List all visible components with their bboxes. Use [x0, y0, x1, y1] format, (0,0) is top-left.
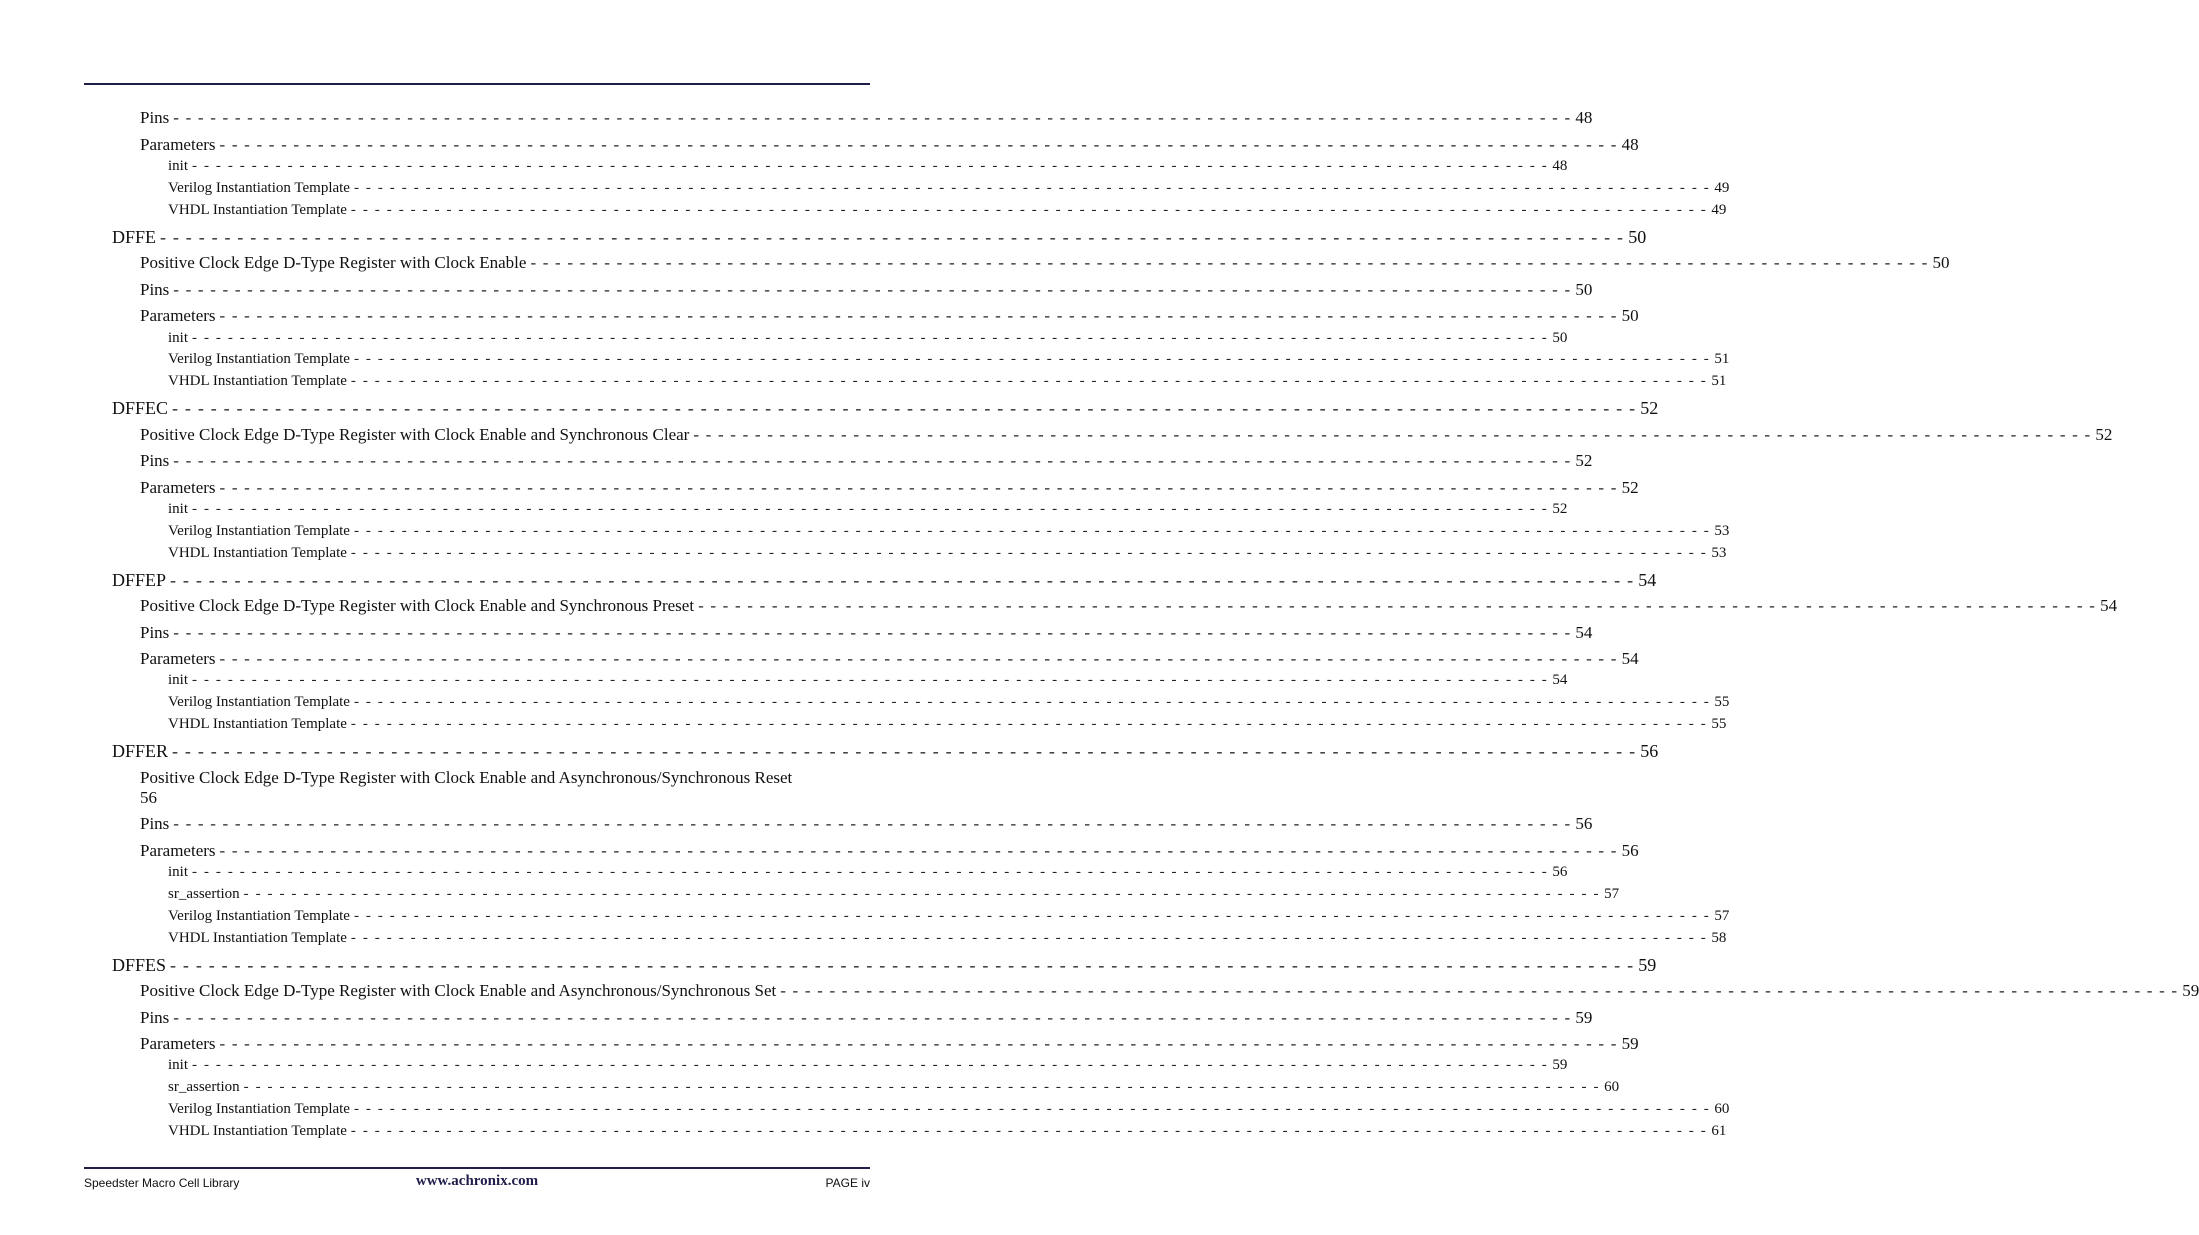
dot-leader: - - - - - - - - - - - - - - - - - - - - - - - - - - - - - - - - - - - - - - - - - - - - - - - - - - - - - - - - - - - - - - - - - - - - - - - - - - - - - - - - - - - - - - - - - - - - - - - - - - - - - - - - - - - - - - - - - - [350, 1123, 1708, 1139]
toc-entry[interactable] [0, 253, 1950, 273]
toc-entry[interactable] [0, 1101, 1730, 1121]
toc-entry-page: 55 [1711, 716, 1727, 732]
toc-entry-title: init [168, 864, 189, 880]
toc-entry[interactable] [0, 202, 1727, 222]
dot-leader: - - - - - - - - - - - - - - - - - - - - - - - - - - - - - - - - - - - - - - - - - - - - - - - - - - - - - - - - - - - - - - - - - - - - - - - - - - - - - - - - - - - - - - - - - - - - - - - - - - - - - - - - - - - - - - - - - - [173, 623, 1572, 642]
dot-leader: - - - - - - - - - - - - - - - - - - - - - - - - - - - - - - - - - - - - - - - - - - - - - - - - - - - - - - - - - - - - - - - - - - - - - - - - - - - - - - - - - - - - - - - - - - - - - - - - - - - - - - - - - - - - - - - - - - [350, 202, 1708, 218]
toc-entry[interactable] [0, 864, 1568, 884]
toc-entry[interactable] [0, 451, 1593, 471]
toc-entry-title: Parameters [140, 841, 216, 860]
toc-entry[interactable] [0, 908, 1730, 928]
toc-entry[interactable] [0, 351, 1730, 371]
toc-entry-title: Positive Clock Edge D-Type Register with Clock Enable and Asynchronous/Synchronous Set [140, 981, 777, 1000]
dot-leader: - - - - - - - - - - - - - - - - - - - - - - - - - - - - - - - - - - - - - - - - - - - - - - - - - - - - - - - - - - - - - - - - - - - - - - - - - - - - - - - - - - - - - - - - - - - - - - - - - - - - - - - - - - - - - - - - - - [350, 716, 1708, 732]
dot-leader: - - - - - - - - - - - - - - - - - - - - - - - - - - - - - - - - - - - - - - - - - - - - - - - - - - - - - - - - - - - - - - - - - - - - - - - - - - - - - - - - - - - - - - - - - - - - - - - - - - - - - - - - - - - - - - - - - - [350, 545, 1708, 561]
toc-entry-title: init [168, 158, 189, 174]
toc-entry-page: 51 [1714, 351, 1730, 367]
toc-entry[interactable] [0, 280, 1593, 300]
header-rule [84, 83, 870, 85]
toc-entry-title: Verilog Instantiation Template [168, 1101, 350, 1117]
toc-entry-page: 52 [1640, 398, 1659, 418]
toc-entry-title: sr_assertion [168, 1079, 240, 1095]
dot-leader: - - - - - - - - - - - - - - - - - - - - - - - - - - - - - - - - - - - - - - - - - - - - - - - - - - - - - - - - - - - - - - - - - - - - - - - - - - - - - - - - - - - - - - - - - - - - - - - - - - - - - - - - - - - - - - - - - - [530, 253, 1929, 272]
toc-entry-title: VHDL Instantiation Template [168, 202, 347, 218]
dot-leader: - - - - - - - - - - - - - - - - - - - - - - - - - - - - - - - - - - - - - - - - - - - - - - - - - - - - - - - - - - - - - - - - - - - - - - - - - - - - - - - - - - - - - - - - - - - - - - - - - - - - - - - - - - - - - - - - - - [170, 955, 1635, 975]
toc-entry-title: Parameters [140, 1034, 216, 1053]
dot-leader: - - - - - - - - - - - - - - - - - - - - - - - - - - - - - - - - - - - - - - - - - - - - - - - - - - - - - - - - - - - - - - - - - - - - - - - - - - - - - - - - - - - - - - - - - - - - - - - - - - - - - - - - - - - - - - - - - - [219, 841, 1618, 860]
toc-entry-page: 56 [1621, 841, 1639, 860]
toc-entry-page: 60 [1714, 1101, 1730, 1117]
toc-entry[interactable] [0, 398, 1659, 418]
toc-entry[interactable] [0, 373, 1727, 393]
toc-entry[interactable] [0, 478, 1639, 498]
toc-entry-title: Verilog Instantiation Template [168, 694, 350, 710]
dot-leader: - - - - - - - - - - - - - - - - - - - - - - - - - - - - - - - - - - - - - - - - - - - - - - - - - - - - - - - - - - - - - - - - - - - - - - - - - - - - - - - - - - - - - - - - - - - - - - - - - - - - - - - - - - - - - - - - - - [219, 1034, 1618, 1053]
toc-entry-title: Positive Clock Edge D-Type Register with Clock Enable [140, 253, 527, 272]
dot-leader: - - - - - - - - - - - - - - - - - - - - - - - - - - - - - - - - - - - - - - - - - - - - - - - - - - - - - - - - - - - - - - - - - - - - - - - - - - - - - - - - - - - - - - - - - - - - - - - - - - - - - - - - - - - - - - - - - - [173, 451, 1572, 470]
toc-entry-title: VHDL Instantiation Template [168, 545, 347, 561]
toc-entry-page: 59 [1575, 1008, 1593, 1027]
toc-entry[interactable] [0, 672, 1568, 692]
toc-entry-page: 53 [1711, 545, 1727, 561]
toc-entry-title: VHDL Instantiation Template [168, 716, 347, 732]
toc-entry[interactable] [0, 623, 1593, 643]
toc-entry[interactable] [0, 981, 2199, 1001]
toc-entry-page: 48 [1621, 135, 1639, 154]
toc-entry-title: init [168, 330, 189, 346]
toc-entry-page: 56 [1575, 814, 1593, 833]
toc-entry[interactable] [0, 814, 1593, 834]
dot-leader: - - - - - - - - - - - - - - - - - - - - - - - - - - - - - - - - - - - - - - - - - - - - - - - - - - - - - - - - - - - - - - - - - - - - - - - - - - - - - - - - - - - - - - - - - - - - - - - - - - - - - - - - - - - - - - - - - - [172, 741, 1637, 761]
dot-leader: - - - - - - - - - - - - - - - - - - - - - - - - - - - - - - - - - - - - - - - - - - - - - - - - - - - - - - - - - - - - - - - - - - - - - - - - - - - - - - - - - - - - - - - - - - - - - - - - - - - - - - - - - - - - - - - - - - [353, 180, 1711, 196]
toc-entry[interactable] [0, 180, 1730, 200]
toc-entry-page: 59 [1552, 1057, 1568, 1073]
toc-entry-title: Positive Clock Edge D-Type Register with Clock Enable and Synchronous Clear [140, 425, 690, 444]
toc-entry[interactable] [0, 227, 1647, 247]
toc-entry-title: Pins [140, 1008, 170, 1027]
toc-entry-page: 50 [1552, 330, 1568, 346]
toc-entry-title: VHDL Instantiation Template [168, 373, 347, 389]
dot-leader: - - - - - - - - - - - - - - - - - - - - - - - - - - - - - - - - - - - - - - - - - - - - - - - - - - - - - - - - - - - - - - - - - - - - - - - - - - - - - - - - - - - - - - - - - - - - - - - - - - - - - - - - - - - - - - - - - - [192, 864, 1549, 880]
dot-leader: - - - - - - - - - - - - - - - - - - - - - - - - - - - - - - - - - - - - - - - - - - - - - - - - - - - - - - - - - - - - - - - - - - - - - - - - - - - - - - - - - - - - - - - - - - - - - - - - - - - - - - - - - - - - - - - - - - [353, 694, 1711, 710]
toc-entry-title: Verilog Instantiation Template [168, 180, 350, 196]
toc-entry-page: 56 [140, 788, 157, 807]
dot-leader: - - - - - - - - - - - - - - - - - - - - - - - - - - - - - - - - - - - - - - - - - - - - - - - - - - - - - - - - - - - - - - - - - - - - - - - - - - - - - - - - - - - - - - - - - - - - - - - - - - - - - - - - - - - - - - - - - - [192, 672, 1549, 688]
toc-entry-title: init [168, 672, 189, 688]
toc-entry-title: Verilog Instantiation Template [168, 523, 350, 539]
footer-website-link[interactable]: www.achronix.com [415, 1173, 539, 1189]
toc-entry[interactable] [0, 768, 954, 812]
toc-entry-title: Parameters [140, 649, 216, 668]
dot-leader: - - - - - - - - - - - - - - - - - - - - - - - - - - - - - - - - - - - - - - - - - - - - - - - - - - - - - - - - - - - - - - - - - - - - - - - - - - - - - - - - - - - - - - - - - - - - - - - - - - - - - - - - - - - - - - - - - - [219, 135, 1618, 154]
toc-entry[interactable] [0, 1057, 1568, 1077]
toc-entry-page: 49 [1711, 202, 1727, 218]
toc-entry-page: 50 [1628, 227, 1647, 247]
dot-leader: - - - - - - - - - - - - - - - - - - - - - - - - - - - - - - - - - - - - - - - - - - - - - - - - - - - - - - - - - - - - - - - - - - - - - - - - - - - - - - - - - - - - - - - - - - - - - - - - - - - - - - - - - - - - - - - - - - [192, 158, 1549, 174]
toc-entry-page: 52 [1552, 501, 1568, 517]
toc-entry-page: 52 [1575, 451, 1593, 470]
toc-entry[interactable] [0, 596, 2118, 616]
toc-entry-title: init [168, 1057, 189, 1073]
footer-document-title: Speedster Macro Cell Library [84, 1176, 240, 1190]
toc-entry[interactable] [0, 886, 1620, 906]
footer-rule [84, 1167, 870, 1169]
toc-entry-page: 61 [1711, 1123, 1727, 1139]
toc-entry[interactable] [0, 545, 1727, 565]
toc-entry-title: VHDL Instantiation Template [168, 930, 347, 946]
toc-entry-title: Positive Clock Edge D-Type Register with Clock Enable and Asynchronous/Synchronous Reset [140, 768, 793, 787]
toc-entry-title: Parameters [140, 135, 216, 154]
toc-entry-page: 55 [1714, 694, 1730, 710]
dot-leader: - - - - - - - - - - - - - - - - - - - - - - - - - - - - - - - - - - - - - - - - - - - - - - - - - - - - - - - - - - - - - - - - - - - - - - - - - - - - - - - - - - - - - - - - - - - - - - - - - - - - - - - - - - - - - - - - - - [173, 814, 1572, 833]
toc-entry-page: 50 [1575, 280, 1593, 299]
toc-entry-title: Positive Clock Edge D-Type Register with Clock Enable and Synchronous Preset [140, 596, 695, 615]
toc-entry-page: 56 [1640, 741, 1659, 761]
toc-entry-page: 56 [1552, 864, 1568, 880]
dot-leader: - - - - - - - - - - - - - - - - - - - - - - - - - - - - - - - - - - - - - - - - - - - - - - - - - - - - - - - - - - - - - - - - - - - - - - - - - - - - - - - - - - - - - - - - - - - - - - - - - - - - - - - - - - - - - - - - - - [350, 373, 1708, 389]
dot-leader: - - - - - - - - - - - - - - - - - - - - - - - - - - - - - - - - - - - - - - - - - - - - - - - - - - - - - - - - - - - - - - - - - - - - - - - - - - - - - - - - - - - - - - - - - - - - - - - - - - - - - - - - - - - - - - - - - - [350, 930, 1708, 946]
dot-leader: - - - - - - - - - - - - - - - - - - - - - - - - - - - - - - - - - - - - - - - - - - - - - - - - - - - - - - - - - - - - - - - - - - - - - - - - - - - - - - - - - - - - - - - - - - - - - - - - - - - - - - - - - - - - - - - - - - [192, 501, 1549, 517]
toc-entry-page: 53 [1714, 523, 1730, 539]
footer-page-number: PAGE iv [825, 1176, 870, 1190]
dot-leader: - - - - - - - - - - - - - - - - - - - - - - - - - - - - - - - - - - - - - - - - - - - - - - - - - - - - - - - - - - - - - - - - - - - - - - - - - - - - - - - - - - - - - - - - - - - - - - - - - - - - - - - - - - - - - - - - - - [353, 351, 1711, 367]
toc-entry-page: 54 [1621, 649, 1639, 668]
toc-entry-title: Pins [140, 451, 170, 470]
dot-leader: - - - - - - - - - - - - - - - - - - - - - - - - - - - - - - - - - - - - - - - - - - - - - - - - - - - - - - - - - - - - - - - - - - - - - - - - - - - - - - - - - - - - - - - - - - - - - - - - - - - - - - - - - - - - - - - - - - [353, 1101, 1711, 1117]
dot-leader: - - - - - - - - - - - - - - - - - - - - - - - - - - - - - - - - - - - - - - - - - - - - - - - - - - - - - - - - - - - - - - - - - - - - - - - - - - - - - - - - - - - - - - - - - - - - - - - - - - - - - - - - - - - - - - - - - - [172, 398, 1637, 418]
toc-entry[interactable] [0, 135, 1639, 155]
toc-entry-page: 48 [1552, 158, 1568, 174]
dot-leader: - - - - - - - - - - - - - - - - - - - - - - - - - - - - - - - - - - - - - - - - - - - - - - - - - - - - - - - - - - - - - - - - - - - - - - - - - - - - - - - - - - - - - - - - - - - - - - - - - - - - - - - - - - - - - - - - - - [219, 306, 1618, 325]
dot-leader: - - - - - - - - - - - - - - - - - - - - - - - - - - - - - - - - - - - - - - - - - - - - - - - - - - - - - - - - - - - - - - - - - - - - - - - - - - - - - - - - - - - - - - - - - - - - - - - - - - - - - - - - - - - - - - - - - - [173, 108, 1572, 127]
toc-entry[interactable] [0, 501, 1568, 521]
toc-entry-title: VHDL Instantiation Template [168, 1123, 347, 1139]
toc-entry[interactable] [0, 523, 1730, 543]
dot-leader: - - - - - - - - - - - - - - - - - - - - - - - - - - - - - - - - - - - - - - - - - - - - - - - - - - - - - - - - - - - - - - - - - - - - - - - - - - - - - - - - - - - - - - - - - - - - - - - - - - - - - - - - - - - - - - - - - - [192, 1057, 1549, 1073]
toc-entry-title: DFFE [112, 227, 157, 247]
toc-entry-page: 54 [1552, 672, 1568, 688]
toc-entry-title: Pins [140, 108, 170, 127]
toc-entry-page: 50 [1932, 253, 1950, 272]
dot-leader: - - - - - - - - - - - - - - - - - - - - - - - - - - - - - - - - - - - - - - - - - - - - - - - - - - - - - - - - - - - - - - - - - - - - - - - - - - - - - - - - - - - - - - - - - - - - - - - - - - - - - - - - - - - - - - - - - - [170, 570, 1635, 590]
toc-entry-title: DFFEP [112, 570, 167, 590]
toc-entry-title: Parameters [140, 478, 216, 497]
toc-entry-title: Parameters [140, 306, 216, 325]
toc-entry-page: 54 [2100, 596, 2118, 615]
toc-entry[interactable] [0, 306, 1639, 326]
toc-entry-title: Verilog Instantiation Template [168, 351, 350, 367]
toc-entry-page: 51 [1711, 373, 1727, 389]
toc-entry-page: 52 [1621, 478, 1639, 497]
toc-entry[interactable] [0, 1034, 1639, 1054]
toc-entry-title: DFFES [112, 955, 167, 975]
dot-leader: - - - - - - - - - - - - - - - - - - - - - - - - - - - - - - - - - - - - - - - - - - - - - - - - - - - - - - - - - - - - - - - - - - - - - - - - - - - - - - - - - - - - - - - - - - - - - - - - - - - - - - - - - - - - - - - - - - [780, 981, 2179, 1000]
dot-leader: - - - - - - - - - - - - - - - - - - - - - - - - - - - - - - - - - - - - - - - - - - - - - - - - - - - - - - - - - - - - - - - - - - - - - - - - - - - - - - - - - - - - - - - - - - - - - - - - - - - - - - - - - - - - - - - - - - [192, 330, 1549, 346]
toc-entry[interactable] [0, 741, 1659, 761]
toc-entry-page: 59 [1621, 1034, 1639, 1053]
toc-entry[interactable] [0, 694, 1730, 714]
toc-entry[interactable] [0, 1123, 1727, 1143]
toc-entry-page: 60 [1604, 1079, 1620, 1095]
toc-entry-title: Pins [140, 280, 170, 299]
dot-leader: - - - - - - - - - - - - - - - - - - - - - - - - - - - - - - - - - - - - - - - - - - - - - - - - - - - - - - - - - - - - - - - - - - - - - - - - - - - - - - - - - - - - - - - - - - - - - - - - - - - - - - - - - - - - - - - - - - [693, 425, 2092, 444]
toc-entry-title: sr_assertion [168, 886, 240, 902]
toc-entry[interactable] [0, 955, 1657, 975]
dot-leader: - - - - - - - - - - - - - - - - - - - - - - - - - - - - - - - - - - - - - - - - - - - - - - - - - - - - - - - - - - - - - - - - - - - - - - - - - - - - - - - - - - - - - - - - - - - - - - - - - - - - - - - - - - - - - - - - - - [173, 1008, 1572, 1027]
toc-entry[interactable] [0, 570, 1657, 590]
toc-entry[interactable] [0, 1008, 1593, 1028]
toc-entry-title: DFFER [112, 741, 169, 761]
toc-entry[interactable] [0, 425, 2113, 445]
toc-entry-title: Pins [140, 814, 170, 833]
toc-entry[interactable] [0, 158, 1568, 178]
toc-entry[interactable] [0, 649, 1639, 669]
toc-entry-page: 57 [1714, 908, 1730, 924]
toc-entry-title: init [168, 501, 189, 517]
toc-entry-page: 57 [1604, 886, 1620, 902]
dot-leader: - - - - - - - - - - - - - - - - - - - - - - - - - - - - - - - - - - - - - - - - - - - - - - - - - - - - - - - - - - - - - - - - - - - - - - - - - - - - - - - - - - - - - - - - - - - - - - - - - - - - - - - - - - - - - - - - - - [353, 908, 1711, 924]
toc-entry-page: 54 [1638, 570, 1657, 590]
toc-entry[interactable] [0, 841, 1639, 861]
toc-entry[interactable] [0, 1079, 1620, 1099]
dot-leader: - - - - - - - - - - - - - - - - - - - - - - - - - - - - - - - - - - - - - - - - - - - - - - - - - - - - - - - - - - - - - - - - - - - - - - - - - - - - - - - - - - - - - - - - - - - - - - - - - - - - - - - - - - - - - - - - - - [219, 649, 1618, 668]
dot-leader: - - - - - - - - - - - - - - - - - - - - - - - - - - - - - - - - - - - - - - - - - - - - - - - - - - - - - - - - - - - - - - - - - - - - - - - - - - - - - - - - - - - - - - - - - - - - - - - - - - - - - - - - - - - - - - - - - - [243, 1079, 1601, 1095]
toc-entry-page: 52 [2095, 425, 2113, 444]
dot-leader: - - - - - - - - - - - - - - - - - - - - - - - - - - - - - - - - - - - - - - - - - - - - - - - - - - - - - - - - - - - - - - - - - - - - - - - - - - - - - - - - - - - - - - - - - - - - - - - - - - - - - - - - - - - - - - - - - - [698, 596, 2097, 615]
toc-entry-page: 59 [1638, 955, 1657, 975]
dot-leader: - - - - - - - - - - - - - - - - - - - - - - - - - - - - - - - - - - - - - - - - - - - - - - - - - - - - - - - - - - - - - - - - - - - - - - - - - - - - - - - - - - - - - - - - - - - - - - - - - - - - - - - - - - - - - - - - - - [160, 227, 1625, 247]
toc-entry-page: 49 [1714, 180, 1730, 196]
dot-leader: - - - - - - - - - - - - - - - - - - - - - - - - - - - - - - - - - - - - - - - - - - - - - - - - - - - - - - - - - - - - - - - - - - - - - - - - - - - - - - - - - - - - - - - - - - - - - - - - - - - - - - - - - - - - - - - - - - [353, 523, 1711, 539]
toc-entry-page: 54 [1575, 623, 1593, 642]
toc-entry-page: 58 [1711, 930, 1727, 946]
toc-entry-page: 48 [1575, 108, 1593, 127]
dot-leader: - - - - - - - - - - - - - - - - - - - - - - - - - - - - - - - - - - - - - - - - - - - - - - - - - - - - - - - - - - - - - - - - - - - - - - - - - - - - - - - - - - - - - - - - - - - - - - - - - - - - - - - - - - - - - - - - - - [243, 886, 1601, 902]
toc-entry[interactable] [0, 930, 1727, 950]
toc-entry-title: Pins [140, 623, 170, 642]
toc-entry-page: 50 [1621, 306, 1639, 325]
toc-entry[interactable] [0, 108, 1593, 128]
toc-entry-title: Verilog Instantiation Template [168, 908, 350, 924]
toc-entry[interactable] [0, 330, 1568, 350]
dot-leader: - - - - - - - - - - - - - - - - - - - - - - - - - - - - - - - - - - - - - - - - - - - - - - - - - - - - - - - - - - - - - - - - - - - - - - - - - - - - - - - - - - - - - - - - - - - - - - - - - - - - - - - - - - - - - - - - - - [219, 478, 1618, 497]
toc-entry[interactable] [0, 716, 1727, 736]
dot-leader: - - - - - - - - - - - - - - - - - - - - - - - - - - - - - - - - - - - - - - - - - - - - - - - - - - - - - - - - - - - - - - - - - - - - - - - - - - - - - - - - - - - - - - - - - - - - - - - - - - - - - - - - - - - - - - - - - - [173, 280, 1572, 299]
toc-entry-page: 59 [2182, 981, 2199, 1000]
toc-entry-title: DFFEC [112, 398, 169, 418]
